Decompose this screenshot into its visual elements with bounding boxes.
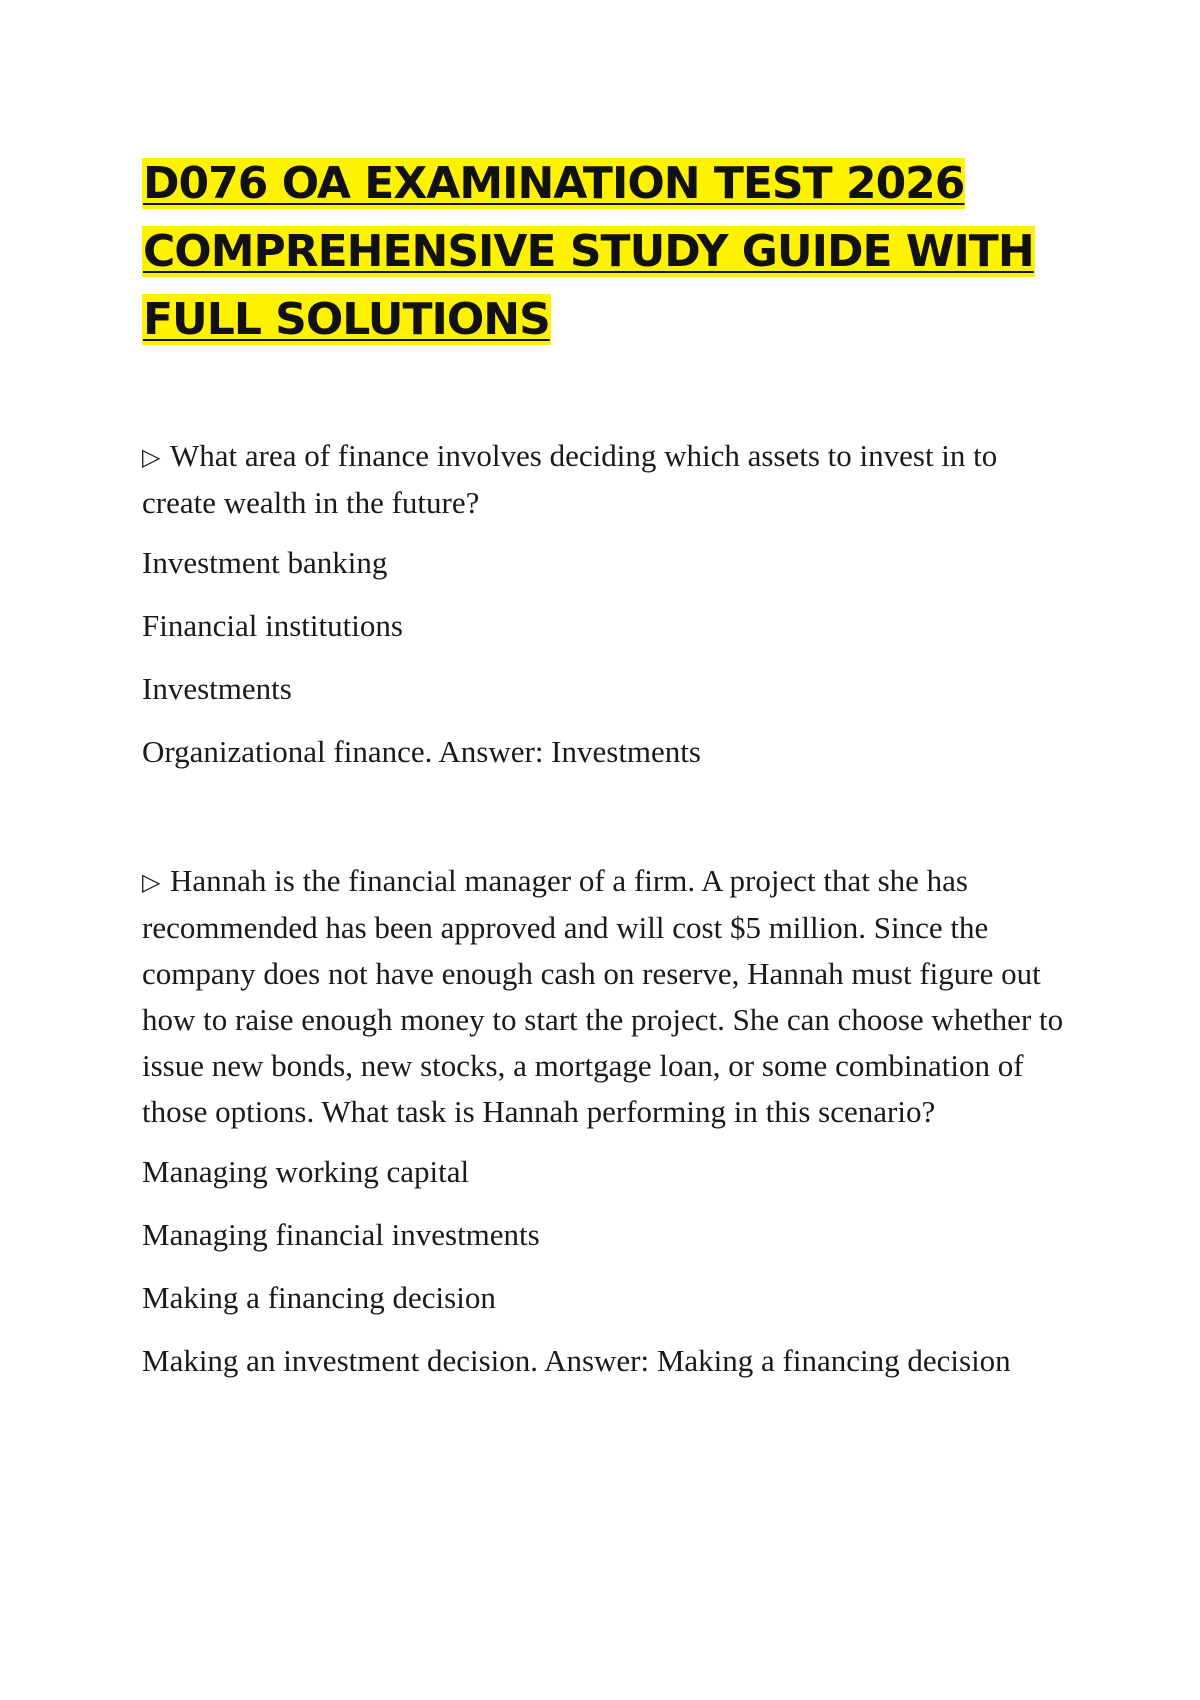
question-1-text [142, 433, 1067, 526]
triangle-marker-icon: ▷ [142, 868, 161, 896]
question-2-text [142, 858, 1067, 1135]
question-1 [142, 433, 1067, 792]
question-1-option-4-answer: Organizational finance. Answer: Investments [142, 734, 701, 769]
question-2-option-2: Managing financial investments [142, 1217, 540, 1252]
question-2 [142, 858, 1067, 1401]
document-title [142, 150, 1042, 354]
question-1-option-2: Financial institutions [142, 608, 403, 643]
title-line-1: D076 OA EXAMINATION TEST 2026 [143, 158, 965, 209]
question-2-option-3: Making a financing decision [142, 1280, 496, 1315]
question-1-option-1: Investment banking [142, 545, 388, 580]
triangle-marker-icon: ▷ [142, 443, 161, 471]
question-1-prompt: What area of finance involves deciding which assets to invest in to create wealth in the future? [142, 438, 998, 520]
question-2-option-4-answer: Making an investment decision. Answer: Making a financing decision [142, 1343, 1011, 1378]
question-2-prompt: Hannah is the financial manager of a firm. A project that she has recommended has been approved and will cost $5 million. Since the company does not have enough cash on reserve, Hannah must figure out how to raise enough money to start the project. She can choose whether to issue new bonds, new stocks, a mortgage loan, or some combination of those options. What task is Hannah performing in this scenario? [142, 863, 1064, 1129]
title-line-2: COMPREHENSIVE STUDY GUIDE WITH [143, 226, 1034, 277]
title-line-3: FULL SOLUTIONS [143, 294, 550, 345]
question-2-option-1: Managing working capital [142, 1154, 470, 1189]
question-1-option-3: Investments [142, 671, 292, 706]
